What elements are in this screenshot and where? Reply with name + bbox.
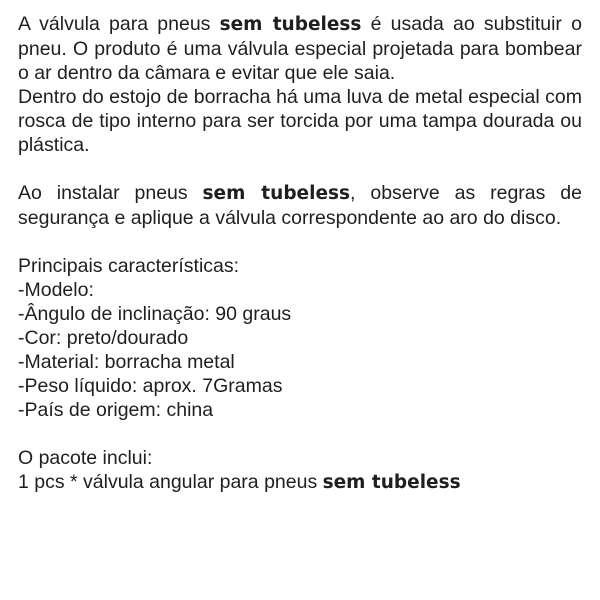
package-item bbox=[18, 470, 582, 495]
intro-paragraph bbox=[18, 12, 582, 85]
safety-text-after: , observe as regras de segurança e aplique a válvula correspondente ao aro do disco. bbox=[18, 182, 582, 229]
feature-item-model: -Modelo: bbox=[18, 279, 94, 301]
features-section bbox=[18, 254, 582, 422]
product-description bbox=[18, 12, 582, 495]
spacer bbox=[18, 422, 582, 446]
package-section bbox=[18, 446, 582, 495]
intro-text-before: A válvula para pneus bbox=[18, 13, 220, 35]
package-item-text: 1 pcs * válvula angular para pneus bbox=[18, 471, 323, 493]
safety-bold-term: sem tubeless bbox=[202, 183, 351, 204]
sleeve-text: Dentro do estojo de borracha há uma luva de metal especial com rosca de tipo interno para ser torcida por uma tampa dourada ou plástica. bbox=[18, 86, 582, 156]
spacer bbox=[18, 157, 582, 181]
feature-item-weight: -Peso líquido: aprox. 7Gramas bbox=[18, 375, 283, 397]
package-bold-term: sem tubeless bbox=[322, 472, 461, 493]
feature-item-color: -Cor: preto/dourado bbox=[18, 327, 189, 349]
safety-paragraph bbox=[18, 181, 582, 230]
safety-text-before: Ao instalar pneus bbox=[18, 182, 203, 204]
spacer bbox=[18, 230, 582, 254]
intro-bold-term: sem tubeless bbox=[219, 14, 362, 35]
sleeve-paragraph bbox=[18, 85, 582, 157]
feature-item-origin: -País de origem: china bbox=[18, 399, 214, 421]
feature-item-material: -Material: borracha metal bbox=[18, 351, 235, 373]
package-heading: O pacote inclui: bbox=[18, 447, 153, 469]
feature-item-angle: -Ângulo de inclinação: 90 graus bbox=[18, 303, 292, 325]
features-heading: Principais características: bbox=[18, 255, 240, 277]
intro-text-after: é usada ao substituir o pneu. O produto é uma válvula especial projetada para bombear o ar dentro da câmara e evitar que ele saia. bbox=[18, 13, 582, 84]
